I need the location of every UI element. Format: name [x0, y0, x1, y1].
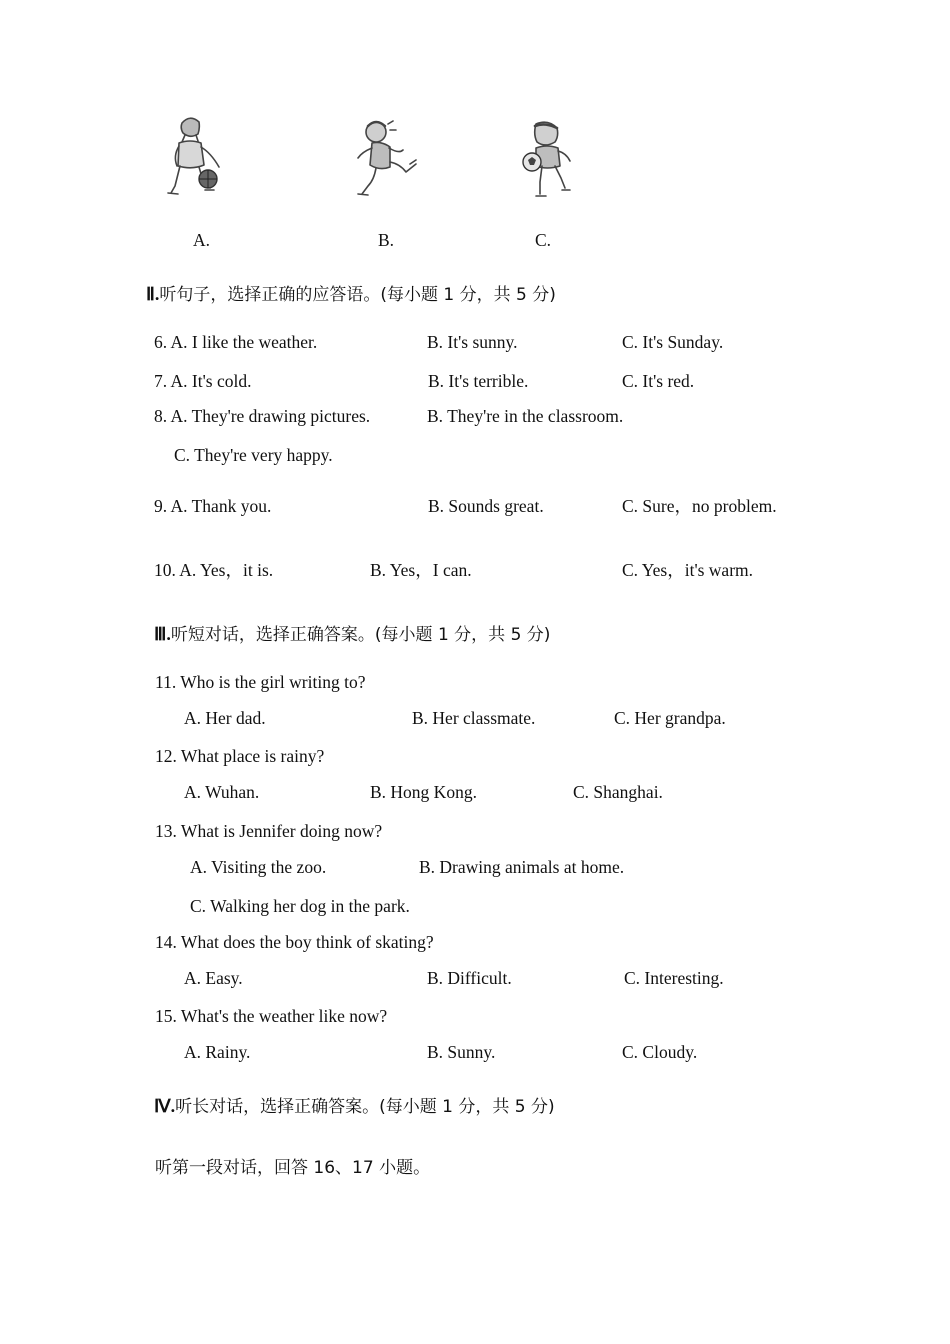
q13-option-a: A. Visiting the zoo.: [190, 857, 327, 877]
q14-stem: 14. What does the boy think of skating?: [155, 932, 434, 952]
football-boy-icon: [518, 120, 578, 204]
q10-option-b: B. Yes，I can.: [370, 560, 472, 580]
q8-option-c: C. They're very happy.: [174, 445, 333, 465]
q13-option-b: B. Drawing animals at home.: [419, 857, 625, 877]
q14-option-a: A. Easy.: [184, 968, 243, 988]
q12-option-a: A. Wuhan.: [184, 782, 260, 802]
q15-option-b: B. Sunny.: [427, 1042, 496, 1062]
q13-option-c: C. Walking her dog in the park.: [190, 896, 410, 916]
q15-option-a: A. Rainy.: [184, 1042, 251, 1062]
q6-option-c: C. It's Sunday.: [622, 332, 724, 352]
section-4-title: 听长对话，选择正确答案。(每小题 1 分，共 5 分): [175, 1097, 555, 1117]
q12-option-c: C. Shanghai.: [573, 782, 663, 802]
picture-a-basketball-boy: [165, 113, 231, 205]
picture-b-running-girl: [352, 118, 422, 202]
q11-option-a: A. Her dad.: [184, 708, 266, 728]
q9-option-c: C. Sure，no problem.: [622, 496, 777, 516]
q11-option-b: B. Her classmate.: [412, 708, 536, 728]
q11-option-c: C. Her grandpa.: [614, 708, 726, 728]
q9-option-a: 9. A. Thank you.: [154, 496, 272, 516]
section-2-numeral: Ⅱ.: [146, 284, 160, 304]
q9-option-b: B. Sounds great.: [428, 496, 544, 516]
section-4-numeral: Ⅳ.: [154, 1096, 176, 1116]
q6-option-a: 6. A. I like the weather.: [154, 332, 318, 352]
q13-stem: 13. What is Jennifer doing now?: [155, 821, 383, 841]
picture-c-label: C.: [535, 230, 552, 250]
q12-stem: 12. What place is rainy?: [155, 746, 325, 766]
q7-option-b: B. It's terrible.: [428, 371, 529, 391]
q11-stem: 11. Who is the girl writing to?: [155, 672, 366, 692]
q10-option-c: C. Yes，it's warm.: [622, 560, 754, 580]
picture-b-label: B.: [378, 230, 395, 250]
q12-option-b: B. Hong Kong.: [370, 782, 477, 802]
section-2-heading: [146, 285, 556, 304]
q10-option-a: 10. A. Yes，it is.: [154, 560, 274, 580]
q6-option-b: B. It's sunny.: [427, 332, 518, 352]
q14-option-c: C. Interesting.: [624, 968, 724, 988]
q8-option-a: 8. A. They're drawing pictures.: [154, 406, 371, 426]
q15-option-c: C. Cloudy.: [622, 1042, 698, 1062]
section-3-title: 听短对话，选择正确答案。(每小题 1 分，共 5 分): [170, 625, 551, 645]
section-4-instruction: 听第一段对话，回答 16、17 小题。: [155, 1158, 431, 1178]
q8-option-b: B. They're in the classroom.: [427, 406, 624, 426]
section-4-heading: [154, 1097, 555, 1116]
q7-option-c: C. It's red.: [622, 371, 695, 391]
basketball-boy-icon: [165, 113, 231, 205]
q14-option-b: B. Difficult.: [427, 968, 512, 988]
section-3-numeral: Ⅲ.: [154, 624, 171, 644]
q15-stem: 15. What's the weather like now?: [155, 1006, 388, 1026]
picture-a-label: A.: [193, 230, 211, 250]
q7-option-a: 7. A. It's cold.: [154, 371, 252, 391]
section-2-title: 听句子，选择正确的应答语。(每小题 1 分，共 5 分): [159, 285, 556, 305]
running-girl-icon: [352, 118, 422, 202]
picture-c-football-boy: [518, 120, 578, 204]
section-3-heading: [154, 625, 550, 644]
